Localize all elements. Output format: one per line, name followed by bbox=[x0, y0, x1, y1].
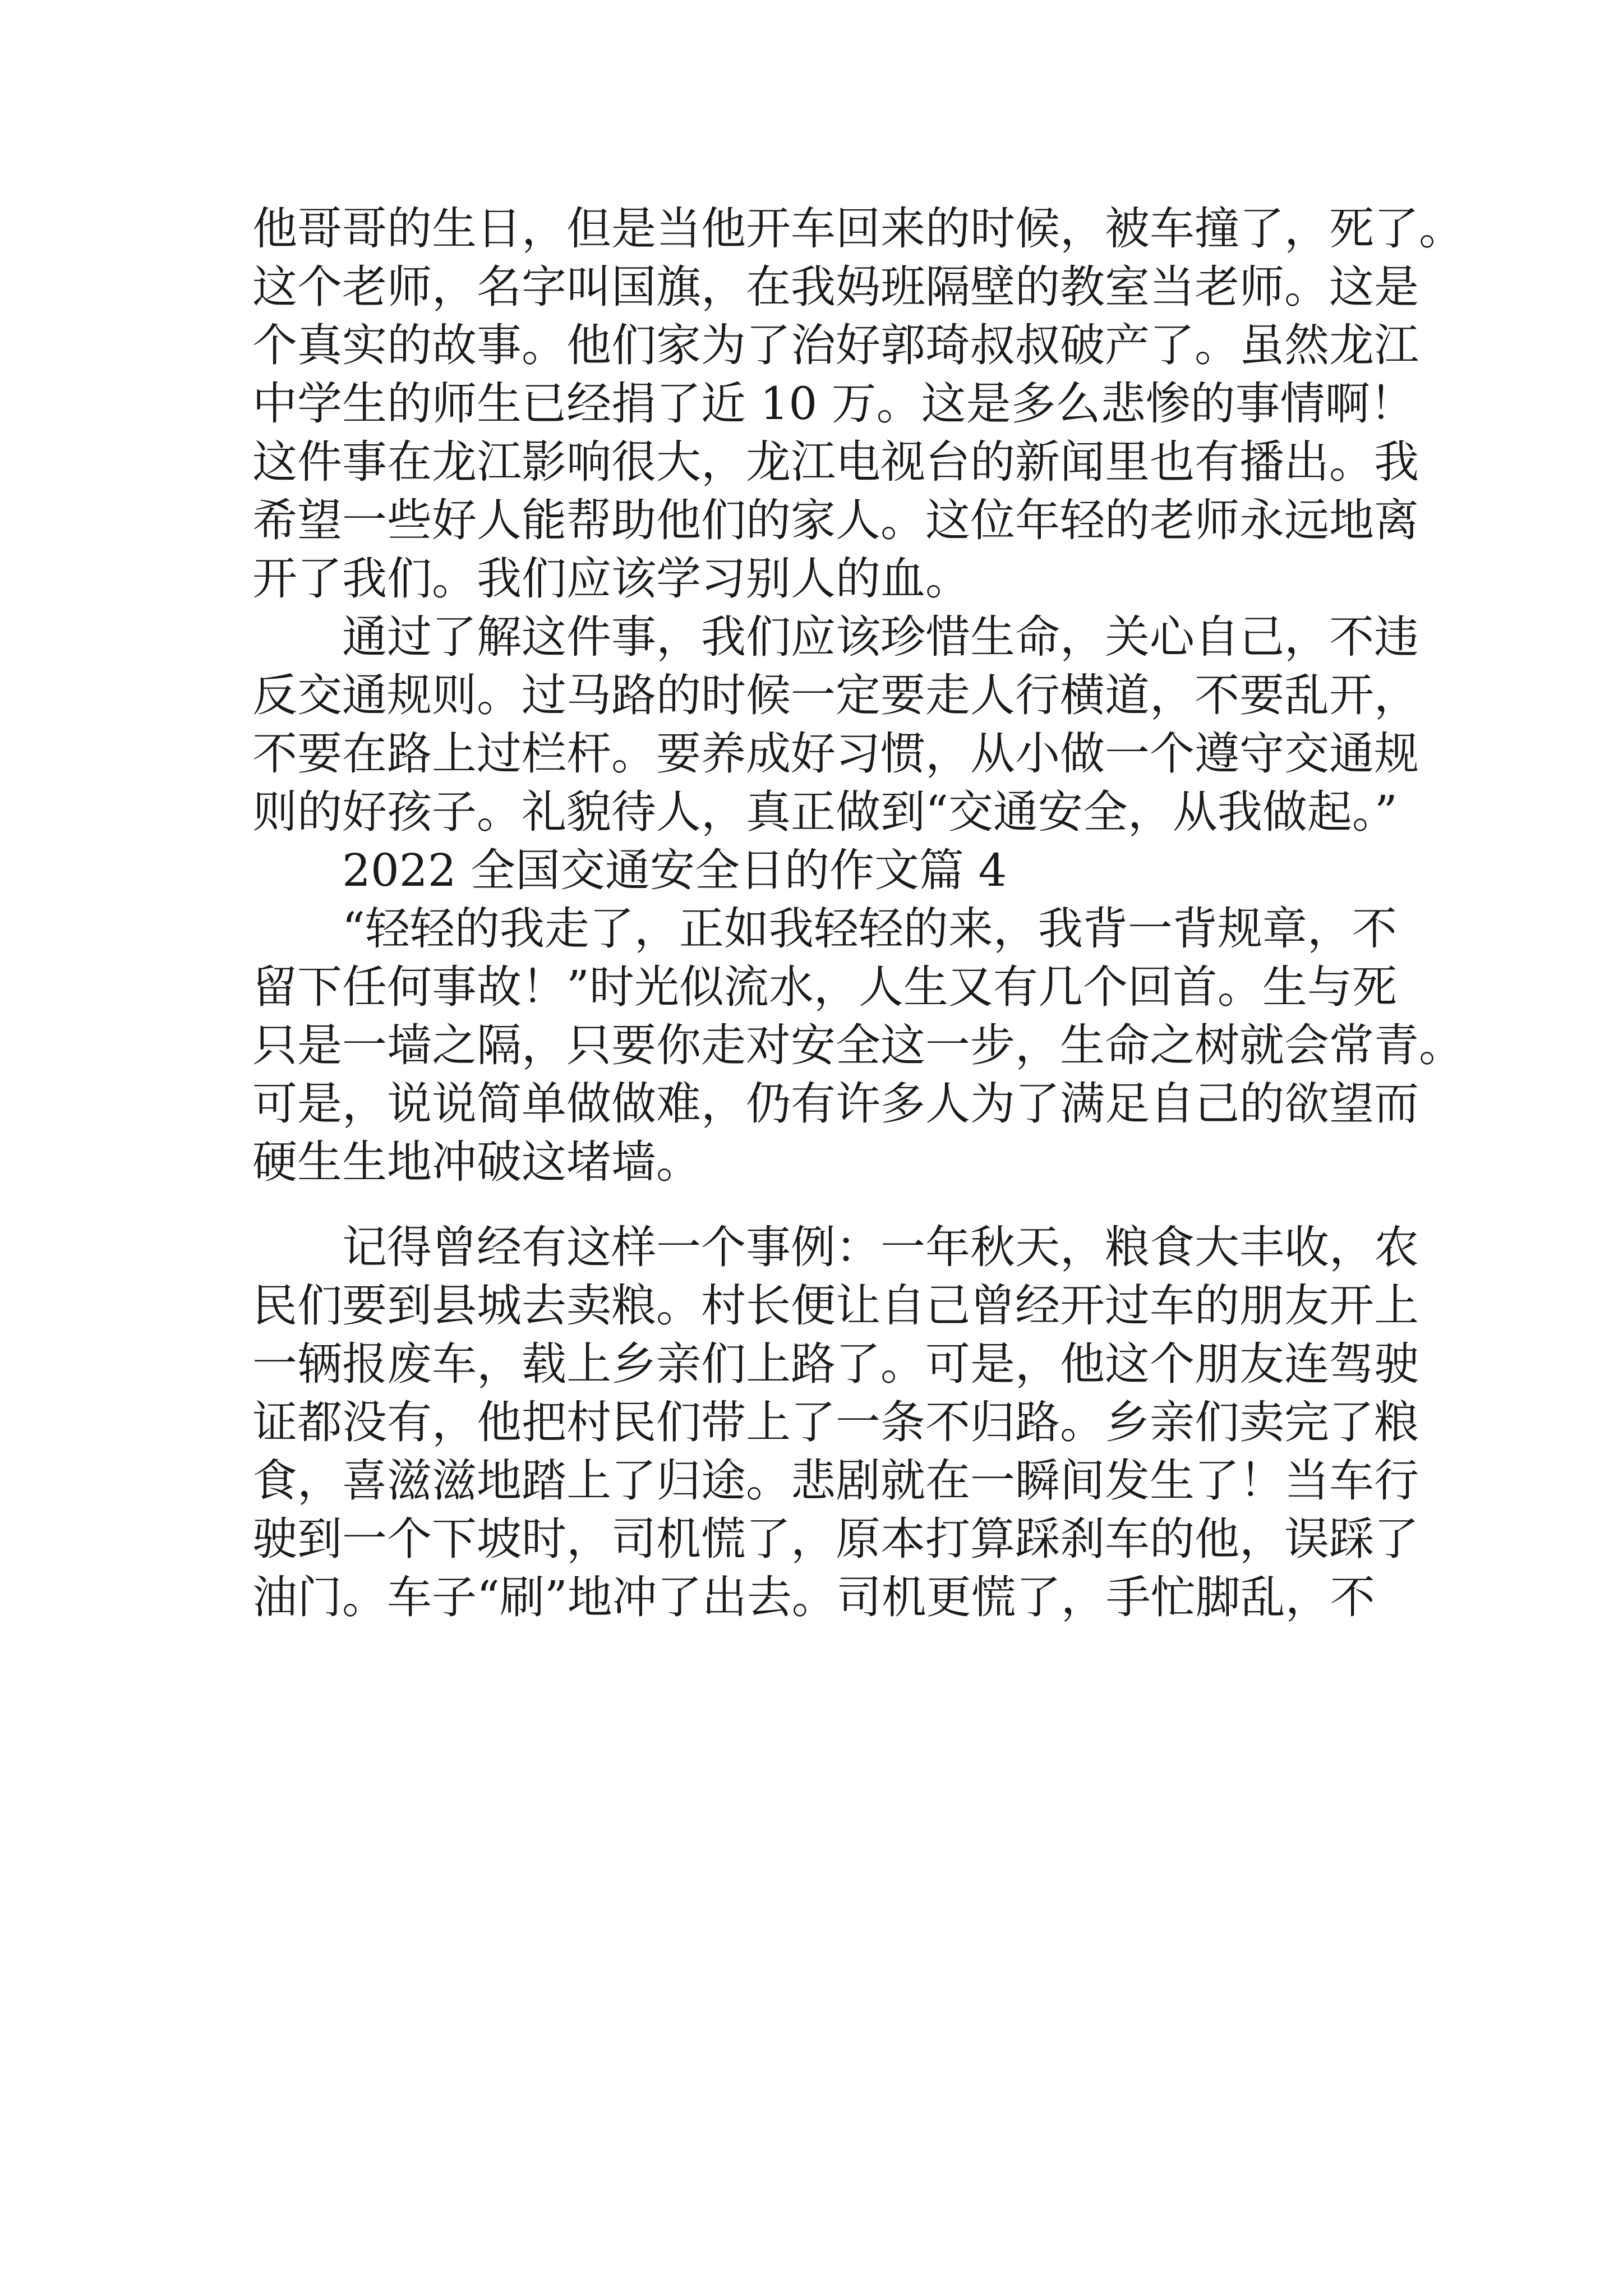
text-line: 只是一墙之隔，只要你走对安全这一步，生命之树就会常青。 bbox=[252, 1019, 1464, 1071]
text-line: “轻轻的我走了，正如我轻轻的来，我背一背规章，不 bbox=[252, 903, 1397, 955]
text-line: 油门。车子“刷”地冲了出去。司机更慌了，手忙脚乱，不 bbox=[252, 1571, 1375, 1623]
text-line: 这个老师，名字叫国旗，在我妈班隔壁的教室当老师。这是 bbox=[252, 261, 1419, 313]
text-line: 这件事在龙江影响很大，龙江电视台的新闻里也有播出。我 bbox=[252, 436, 1419, 488]
text-line: 证都没有，他把村民们带上了一条不归路。乡亲们卖完了粮 bbox=[252, 1396, 1419, 1448]
text-line: 中学生的师生已经捐了近 10 万。这是多么悲惨的事情啊！ bbox=[252, 378, 1415, 430]
section-heading: 2022 全国交通安全日的作文篇 4 bbox=[252, 844, 1007, 896]
text-line: 记得曾经有这样一个事例：一年秋天，粮食大丰收，农 bbox=[252, 1221, 1419, 1273]
text-line: 则的好孩子。礼貌待人，真正做到“交通安全，从我做起。” bbox=[252, 786, 1398, 838]
text-line: 个真实的故事。他们家为了治好郭琦叔叔破产了。虽然龙江 bbox=[252, 319, 1419, 371]
text-line: 硬生生地冲破这堵墙。 bbox=[252, 1136, 701, 1188]
text-line: 不要在路上过栏杆。要养成好习惯，从小做一个遵守交通规 bbox=[252, 728, 1419, 780]
text-line: 食，喜滋滋地踏上了归途。悲剧就在一瞬间发生了！当车行 bbox=[252, 1455, 1419, 1507]
essay-body bbox=[252, 202, 1464, 1629]
text-line: 反交通规则。过马路的时候一定要走人行横道，不要乱开， bbox=[252, 669, 1419, 721]
text-line: 可是，说说简单做做难，仍有许多人为了满足自己的欲望而 bbox=[252, 1078, 1419, 1130]
text-line: 驶到一个下坡时，司机慌了，原本打算踩刹车的他，误踩了 bbox=[252, 1513, 1419, 1565]
text-line: 民们要到县城去卖粮。村长便让自己曾经开过车的朋友开上 bbox=[252, 1280, 1419, 1332]
text-line: 一辆报废车，载上乡亲们上路了。可是，他这个朋友连驾驶 bbox=[252, 1338, 1419, 1390]
text-line: 留下任何事故！”时光似流水，人生又有几个回首。生与死 bbox=[252, 961, 1397, 1013]
text-line: 他哥哥的生日，但是当他开车回来的时候，被车撞了，死了。 bbox=[252, 203, 1464, 255]
text-line: 通过了解这件事，我们应该珍惜生命，关心自己，不违 bbox=[252, 611, 1419, 663]
text-line: 希望一些好人能帮助他们的家人。这位年轻的老师永远地离 bbox=[252, 494, 1419, 546]
text-line: 开了我们。我们应该学习别人的血。 bbox=[252, 553, 970, 605]
